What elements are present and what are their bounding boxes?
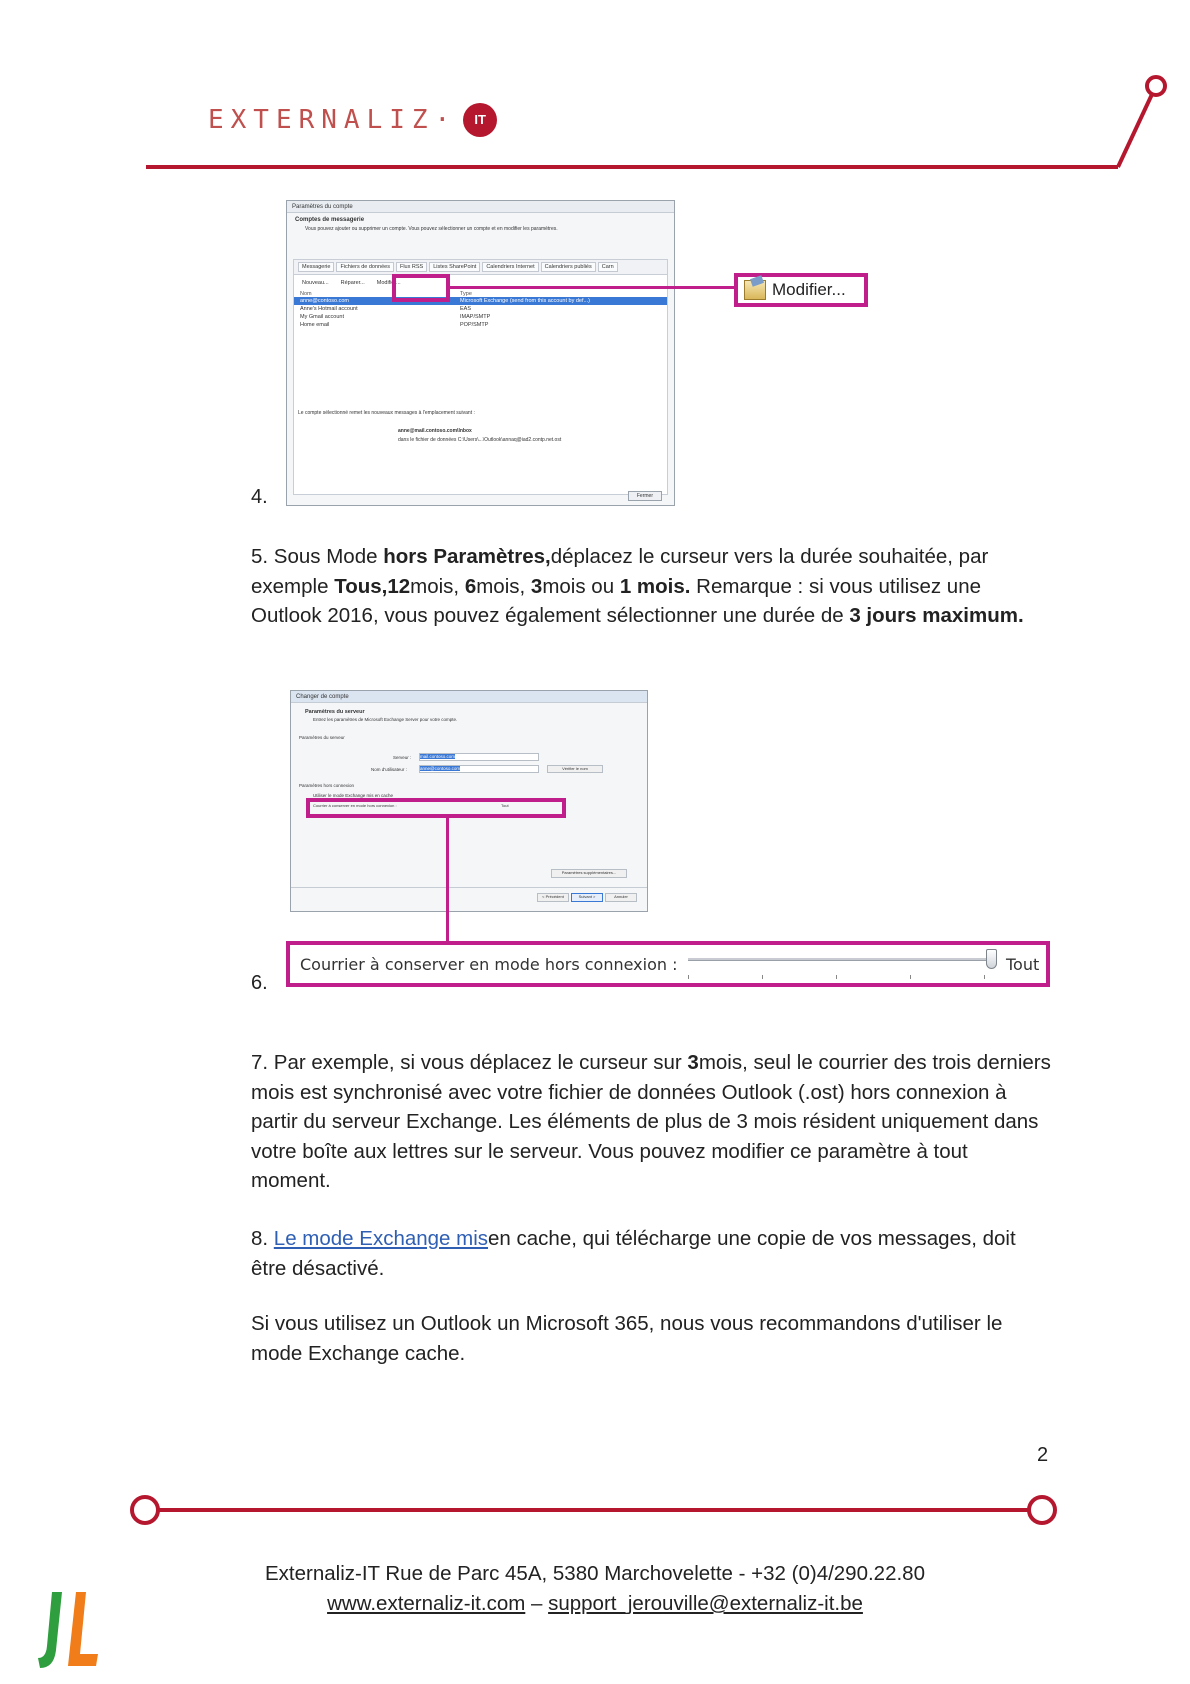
repair-button[interactable]: Réparer...: [340, 280, 365, 286]
step-4-number: 4.: [251, 486, 268, 508]
footer-links: [0, 1592, 1190, 1616]
section-title: Comptes de messagerie: [295, 217, 365, 223]
paragraph-8: 8. Le mode Exchange misen cache, qui télécharge une copie de vos messages, doit être désactivé.: [251, 1227, 1016, 1280]
slider-tick: [688, 975, 689, 979]
step-6-number: 6.: [251, 972, 268, 994]
server-input[interactable]: mail.contoso.com: [419, 753, 539, 761]
slider-highlight-box: [306, 798, 566, 818]
slider-thumb[interactable]: [986, 949, 997, 969]
back-button[interactable]: < Précédent: [537, 893, 569, 902]
paragraph-5: 5. Sous Mode hors Paramètres,déplacez le curseur vers la durée souhaitée, par exemple Tous,12mois, 6mois, 3mois ou 1 mois. Remarque : si vous utilisez une Outlook 2016, vous pouvez également sélectionner une durée de 3 jours maximum.: [251, 545, 1024, 627]
website-link[interactable]: www.externaliz-it.com: [327, 1592, 526, 1615]
check-name-button[interactable]: Vérifier le nom: [547, 765, 603, 773]
tab-calendriers-publies[interactable]: Calendriers publiés: [541, 262, 596, 272]
server-group-label: Paramètres du serveur: [299, 735, 345, 740]
account-row[interactable]: My Gmail account IMAP/SMTP: [300, 314, 491, 320]
slider-track[interactable]: [688, 958, 988, 961]
modify-connector-line: [450, 286, 734, 289]
page-number: 2: [1037, 1444, 1049, 1466]
modify-callout-label: Modifier...: [772, 280, 846, 299]
tab-messagerie[interactable]: Messagerie: [298, 262, 334, 272]
server-section-desc: Entrez les paramètres de Microsoft Exchange Server pour votre compte.: [313, 717, 458, 722]
header-decoration-line: [0, 0, 1190, 200]
tab-calendriers-internet[interactable]: Calendriers Internet: [482, 262, 538, 272]
new-account-button[interactable]: Nouveau...: [302, 280, 329, 286]
accounts-panel: [293, 259, 668, 495]
paragraph-9: Si vous utilisez un Outlook un Microsoft 365, nous vous recommandons d'utiliser le mode Exchange cache.: [251, 1312, 1003, 1365]
account-row[interactable]: Anne's Hotmail account EAS: [300, 306, 472, 312]
server-label: Serveur :: [393, 755, 412, 760]
offline-group-label: Paramètres hors connexion: [299, 783, 355, 788]
account-settings-screenshot: [286, 200, 675, 506]
offline-slider-label: Courrier à conserver en mode hors connexion :: [313, 803, 397, 808]
col-type: Type: [460, 291, 472, 297]
support-email-link[interactable]: support_jerouville@externaliz-it.be: [548, 1592, 863, 1615]
delivery-note: Le compte sélectionné remet les nouveaux messages à l'emplacement suivant :: [298, 410, 475, 416]
screenshot2-title: Changer de compte: [291, 691, 647, 703]
screenshot-title: Paramètres du compte: [287, 201, 674, 213]
footer-decoration-line: [0, 1490, 1190, 1530]
section-desc: Vous pouvez ajouter ou supprimer un compte. Vous pouvez sélectionner un compte et en modifier les paramètres.: [305, 226, 558, 232]
account-tabs: [294, 260, 667, 275]
slider-tick: [910, 975, 911, 979]
tab-rss[interactable]: Flux RSS: [396, 262, 427, 272]
dialog-divider: [291, 887, 647, 888]
company-logo: [208, 100, 497, 140]
slider-callout-value: Tout: [1006, 955, 1040, 974]
next-button[interactable]: Suivant >: [571, 893, 603, 902]
close-button[interactable]: Fermer: [628, 491, 662, 501]
user-input[interactable]: anne@contoso.com: [419, 765, 539, 773]
offline-slider-value: Tout: [501, 803, 509, 808]
col-name: Nom: [300, 291, 312, 297]
tab-fichiers[interactable]: Fichiers de données: [336, 262, 394, 272]
slider-tick: [762, 975, 763, 979]
cached-mode-link[interactable]: Le mode Exchange mis: [273, 1227, 489, 1250]
user-label: Nom d'utilisateur :: [371, 767, 407, 772]
cached-mode-checkbox[interactable]: Utiliser le mode Exchange mis en cache: [313, 793, 394, 798]
offline-slider-callout: [286, 941, 1050, 987]
modify-callout: [734, 273, 868, 307]
logo-text: EXTERNALIZ·: [208, 105, 458, 135]
paragraph-7: 7. Par exemple, si vous déplacez le curseur sur 3mois, seul le courrier des trois derniers mois est synchronisé avec votre fichier de données Outlook (.ost) hors connexion à partir du serveur Exchange. Les éléments de plus de 3 mois résident uniquement dans votre boîte aux lettres sur le serveur. Vous pouvez modifier ce paramètre à tout moment.: [251, 1051, 1051, 1192]
account-row[interactable]: Home email POP/SMTP: [300, 322, 489, 328]
logo-badge: IT: [463, 103, 497, 137]
delivery-path: dans le fichier de données C:\Users\...\Outlook\annaq@iad2.contp.net.ost: [398, 437, 562, 443]
more-settings-button[interactable]: Paramètres supplémentaires...: [551, 869, 627, 878]
footer-address: Externaliz-IT Rue de Parc 45A, 5380 Marchovelette - +32 (0)4/290.22.80: [265, 1562, 925, 1585]
footer-separator: –: [525, 1592, 549, 1615]
delivery-path-bold: anne@mail.contoso.com\Inbox: [398, 428, 472, 434]
modify-highlight-box: [392, 274, 450, 302]
account-row[interactable]: anne@contoso.com Microsoft Exchange (send from this account by def...): [294, 297, 667, 305]
tab-sharepoint[interactable]: Listes SharePoint: [429, 262, 480, 272]
modify-button[interactable]: Modifier...: [376, 280, 401, 286]
edit-account-icon: [744, 280, 766, 300]
jl-logo: [36, 1588, 100, 1674]
slider-callout-label: Courrier à conserver en mode hors connexion :: [300, 955, 678, 974]
server-section-title: Paramètres du serveur: [305, 709, 365, 715]
slider-connector-line: [446, 818, 449, 943]
slider-tick: [984, 975, 985, 979]
cancel-button[interactable]: Annuler: [605, 893, 637, 902]
tab-carnet[interactable]: Carn: [598, 262, 618, 272]
slider-tick: [836, 975, 837, 979]
